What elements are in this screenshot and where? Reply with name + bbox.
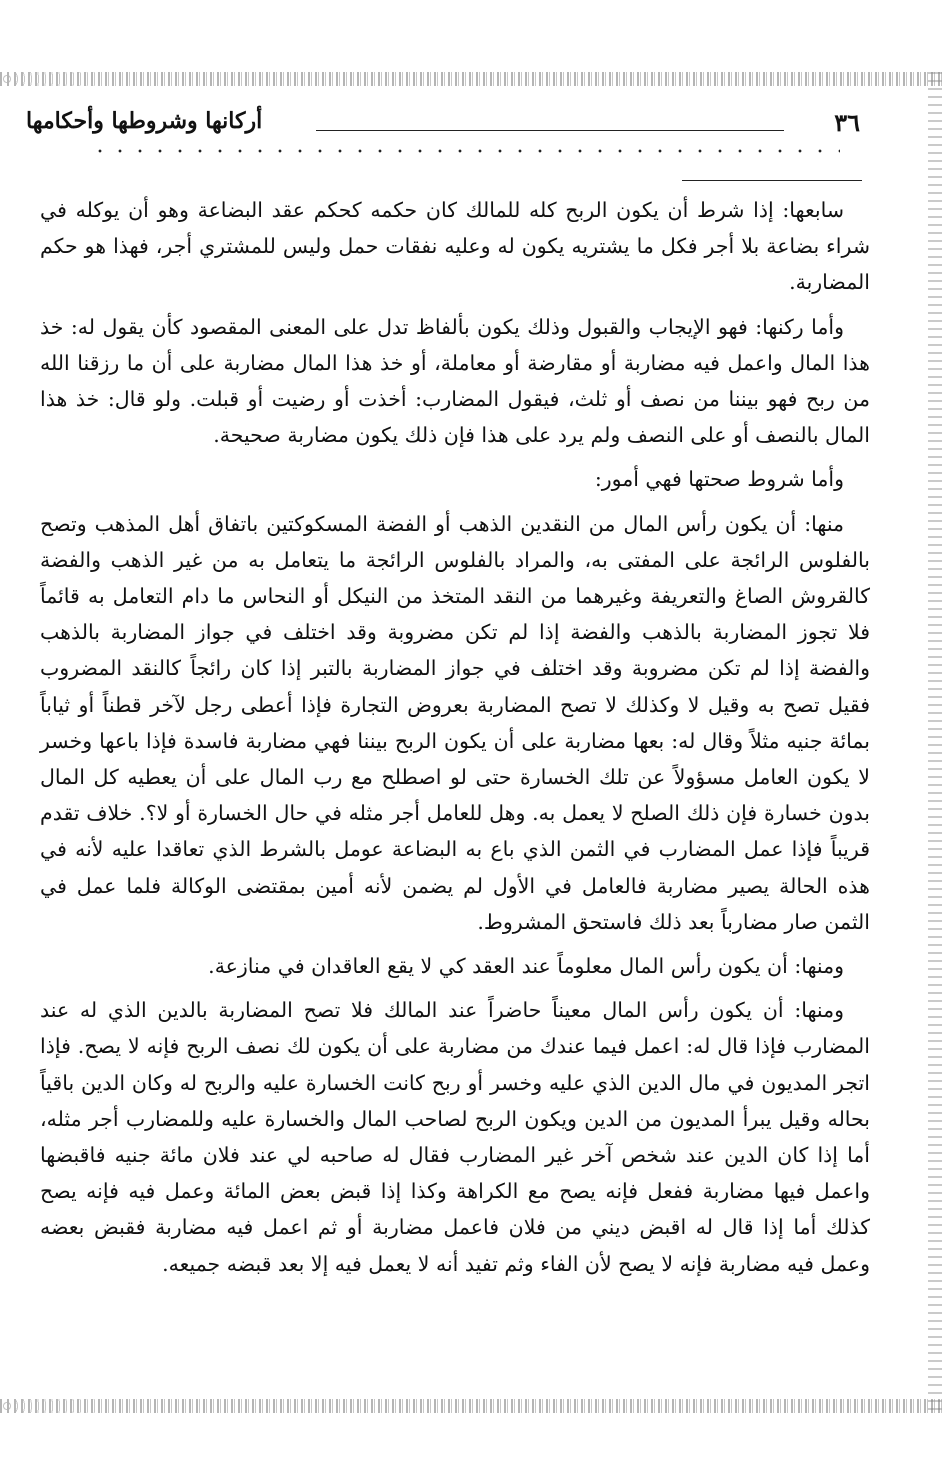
paragraph-conditions-intro: وأما شروط صحتها فهي أمور: — [594, 467, 844, 492]
dotted-separator — [90, 148, 840, 154]
running-title: أركانها وشروطها وأحكامها — [26, 108, 263, 134]
page-number: ٣٦ — [834, 108, 860, 137]
paragraph-seventh-condition: سابعها: إذا شرط أن يكون الربح كله للمالك كان حكمه كحكم عقد البضاعة وهو أن يوكله في شراء بضاعة بلا أجر فكل ما يشتريه يكون له وعليه نفقات حمل وليس للمشتري أجر، فهذا هو حكم المضاربة. — [40, 198, 870, 295]
paragraph-pillar: وأما ركنها: فهو الإيجاب والقبول وذلك يكون بألفاظ تدل على المعنى المقصود كأن يقول له: خذ هذا المال واعمل فيه مضاربة أو مقارضة أو معاملة، أو خذ هذا المال مضاربة على أن ما رزقنا الله من ربح فهو بيننا من نصف أو ثلث، فيقول المضارب: أخذت أو رضيت أو قبلت. ولو قال: خذ هذا المال بالنصف أو على النصف ولم يرد على هذا فإن ذلك يكون مضاربة صحيحة. — [40, 314, 870, 448]
paragraph-capital-present: ومنها: أن يكون رأس المال معيناً حاضراً عند المالك فلا تصح المضاربة بالدين الذي له عند المضارب فإذا قال له: اعمل فيما عندك من مضاربة على أن يكون لك نصف الربح فإنه لا يصح. فإذا اتجر المديون في مال الدين الذي عليه وخسر أو ربح كانت الخسارة عليه والربح له وكان الدين باقياً بحاله وقيل يبرأ المديون من الدين ويكون الربح لصاحب المال والخسارة عليه وللمضارب أجر مثله، أما إذا كان الدين عند شخص آخر غير المضارب فقال له صاحبه لي عند فلان مائة جنيه فاقبضها واعمل فيها مضاربة ففعل فإنه يصح مع الكراهة وكذا إذا قبض بعض المائة وعمل فيه فإنه يصح كذلك أما إذا قال له اقبض ديني من فلان فاعمل مضاربة أو ثم اعمل فيه مضاربة فقبض بعضه وعمل فيه مضاربة فإنه لا يصح لأن الفاء وثم تفيد أنه لا يعمل فيه إلا بعد قبضه جميعه. — [40, 998, 870, 1276]
section-rule — [682, 180, 862, 181]
paragraph-capital-currency: منها: أن يكون رأس المال من النقدين الذهب أو الفضة المسكوكتين باتفاق أهل المذهب وتصح بالفلوس الرائجة على المفتى به، والمراد بالفلوس الرائجة ما يتعامل به من غير الذهب والفضة كالقروش الصاغ والتعريفة وغيرهما من النقد المتخذ من النيكل أو النحاس ما دام التعامل به قائماً فلا تجوز المضاربة بالذهب والفضة إذا لم تكن مضروبة وقد اختلف في جواز المضاربة بالذهب والفضة إذا لم تكن مضروبة وقد اختلف في جواز المضاربة بالتبر إذا كان رائجاً كالنقد المضروب فقيل تصح به وقيل لا وكذلك لا تصح المضاربة بعروض التجارة فإذا أعطى رجل لآخر قطناً أو ثياباً بمائة جنيه مثلاً وقال له: بعها مضاربة على أن يكون الربح بيننا فهي مضاربة فاسدة فإذا باعها وخسر لا يكون العامل مسؤولاً عن تلك الخسارة حتى لو اصطلح مع رب المال على أن يعطيه كل المال بدون خسارة فإن ذلك الصلح لا يعمل به. وهل للعامل أجر مثله في حال الخسارة أو لا؟. خلاف تقدم قريباً فإذا عمل المضارب في الثمن الذي باع به البضاعة عومل بالشرط الذي تعاقدا عليه لأنه في هذه الحالة يصير مضاربة فالعامل في الأول لم يضمن لأنه أمين بمقتضى الوكالة فلما عمل في الثمن صار مضارباً بعد ذلك فاستحق المشروط. — [40, 511, 870, 934]
page-header — [26, 108, 864, 148]
paragraph-capital-known: ومنها: أن يكون رأس المال معلوماً عند العقد كي لا يقع العاقدان في منازعة. — [208, 954, 844, 979]
ornamental-border-top — [0, 72, 944, 86]
ornamental-border-right — [928, 72, 942, 1413]
ornamental-border-bottom — [0, 1399, 944, 1413]
header-rule — [316, 130, 784, 131]
page-body — [40, 192, 870, 1290]
